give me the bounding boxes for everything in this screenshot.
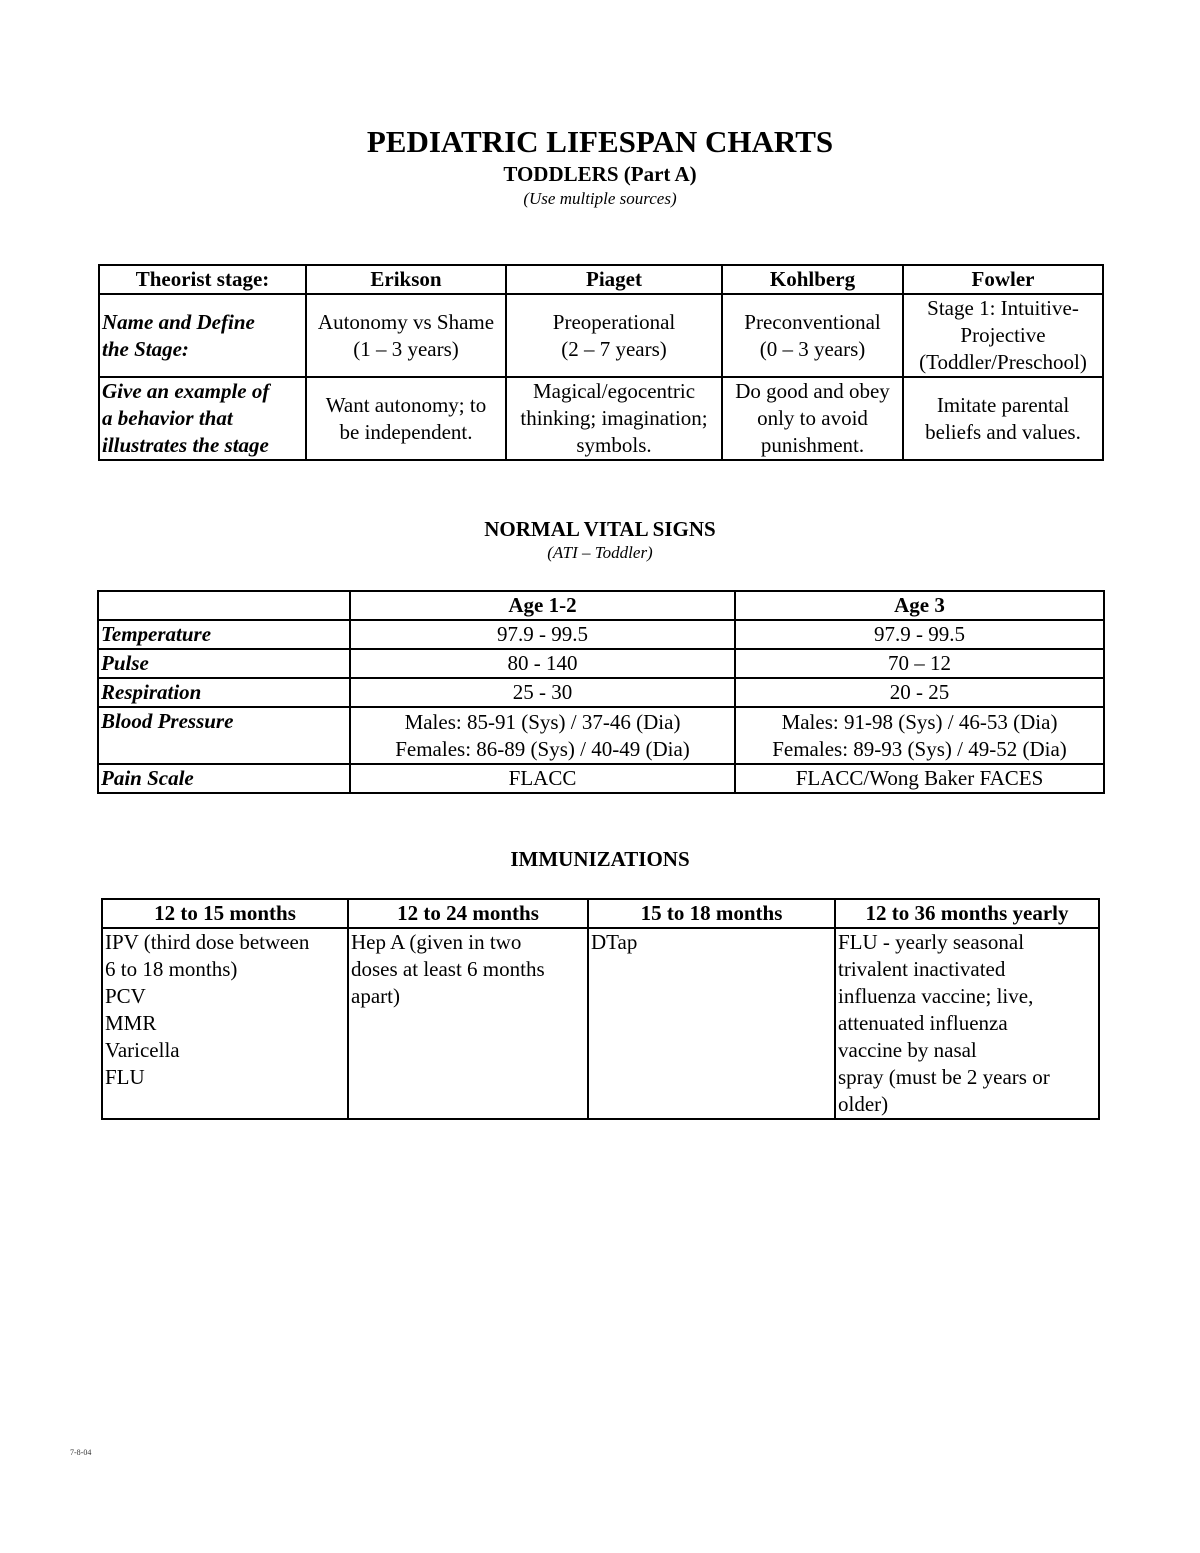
cell-line: DTap [591,930,638,954]
cell-line: punishment. [760,433,865,457]
cell-line: Males: 91-98 (Sys) / 46-53 (Dia) [781,709,1058,734]
cell-line: spray (must be 2 years or [838,1065,1050,1089]
immunization-cell-12-24 [348,928,588,1119]
label-line: a behavior that [102,406,233,430]
theorist-col-header: Theorist stage: [99,265,306,294]
cell-line: influenza vaccine; live, [838,984,1034,1008]
cell-line: be independent. [339,419,473,444]
vitals-title: NORMAL VITAL SIGNS [484,517,716,541]
vital-value-age12: 25 - 30 [350,678,735,707]
cell-line: Autonomy vs Shame [317,309,495,334]
label-line: Give an example of [102,379,270,403]
vitals-col-header: Age 1-2 [350,591,735,620]
vital-value-age12: 97.9 - 99.5 [350,620,735,649]
theorist-header-row [99,265,1103,294]
cell-line: symbols. [576,433,652,457]
erikson-stage-cell [306,294,506,377]
vital-value-age12: FLACC [350,764,735,793]
fowler-example-cell [903,377,1103,460]
vitals-header-row [98,591,1104,620]
immunization-cell-15-18 [588,928,835,1119]
cell-line: older) [838,1092,889,1116]
theorist-table [98,264,1104,461]
cell-line: Hep A (given in two [351,930,522,954]
cell-line: FLU [105,1065,145,1089]
theorist-col-header: Erikson [306,265,506,294]
cell-line: doses at least 6 months [351,957,545,981]
cell-line: (0 – 3 years) [759,336,866,361]
cell-line: Projective [960,323,1046,347]
vital-label: Respiration [98,678,350,707]
cell-line: Females: 89-93 (Sys) / 49-52 (Dia) [772,736,1067,761]
cell-line: Females: 86-89 (Sys) / 40-49 (Dia) [395,736,690,761]
theorist-row-label [99,294,306,377]
vital-value-age3 [735,707,1104,764]
theorist-col-header: Piaget [506,265,722,294]
vital-value-age12 [350,707,735,764]
theorist-row-name [99,294,1103,377]
kohlberg-example-cell [722,377,903,460]
label-line: the Stage: [102,336,189,361]
cell-line: Imitate parental [936,392,1070,417]
cell-line: only to avoid [757,406,868,430]
immunizations-table [101,898,1100,1120]
vital-label: Pain Scale [98,764,350,793]
label-line: Name and Define [102,309,255,334]
vital-value-age12: 80 - 140 [350,649,735,678]
vital-label: Blood Pressure [98,707,350,764]
cell-line: Stage 1: Intuitive- [927,296,1079,320]
piaget-example-cell [506,377,722,460]
table-row [98,649,1104,678]
vital-value-age3: 97.9 - 99.5 [735,620,1104,649]
cell-line: attenuated influenza [838,1011,1008,1035]
cell-line: Males: 85-91 (Sys) / 37-46 (Dia) [404,709,681,734]
immunization-cell-12-15 [102,928,348,1119]
cell-line: Want autonomy; to [325,392,487,417]
cell-line: Magical/egocentric [532,379,696,403]
cell-line: Preconventional [744,309,881,334]
label-line: illustrates the stage [102,433,269,457]
vital-label: Pulse [98,649,350,678]
vitals-col-header: Age 3 [735,591,1104,620]
table-row [98,764,1104,793]
piaget-stage-cell [506,294,722,377]
immunizations-header-row [102,899,1099,928]
cell-line: (Toddler/Preschool) [919,350,1087,374]
page-subtitle: TODDLERS (Part A) [503,162,697,186]
immunization-col-header: 12 to 36 months yearly [835,899,1099,928]
page-note: (Use multiple sources) [523,189,677,208]
immunization-col-header: 12 to 15 months [102,899,348,928]
cell-line: vaccine by nasal [838,1038,977,1062]
vitals-col-header [98,591,350,620]
vital-value-age3: 20 - 25 [735,678,1104,707]
fowler-stage-cell [903,294,1103,377]
cell-line: IPV (third dose between [105,930,310,954]
footer-mark: 7-8-04 [70,1448,92,1457]
vital-value-age3: FLACC/Wong Baker FACES [735,764,1104,793]
vital-value-age3: 70 – 12 [735,649,1104,678]
theorist-row-label [99,377,306,460]
cell-line: thinking; imagination; [520,406,708,430]
cell-line: apart) [351,984,400,1008]
theorist-col-header: Kohlberg [722,265,903,294]
page-title: PEDIATRIC LIFESPAN CHARTS [366,124,834,159]
cell-line: FLU - yearly seasonal [838,930,1025,954]
table-row [98,678,1104,707]
cell-line: Varicella [105,1038,180,1062]
cell-line: Do good and obey [735,379,890,403]
table-row [102,928,1099,1119]
table-row [98,620,1104,649]
erikson-example-cell [306,377,506,460]
cell-line: (2 – 7 years) [561,336,667,361]
theorist-col-header: Fowler [903,265,1103,294]
cell-line: (1 – 3 years) [353,336,459,361]
cell-line: PCV [105,984,146,1008]
cell-line: MMR [105,1011,157,1035]
table-row [98,707,1104,764]
immunizations-title: IMMUNIZATIONS [510,847,690,871]
kohlberg-stage-cell [722,294,903,377]
theorist-row-example [99,377,1103,460]
immunization-col-header: 15 to 18 months [588,899,835,928]
cell-line: trivalent inactivated [838,957,1006,981]
immunization-col-header: 12 to 24 months [348,899,588,928]
vitals-table [97,590,1105,794]
cell-line: beliefs and values. [925,419,1081,444]
vitals-note: (ATI – Toddler) [547,543,653,562]
vital-label: Temperature [98,620,350,649]
immunization-cell-12-36 [835,928,1099,1119]
cell-line: 6 to 18 months) [105,957,238,981]
cell-line: Preoperational [552,309,676,334]
